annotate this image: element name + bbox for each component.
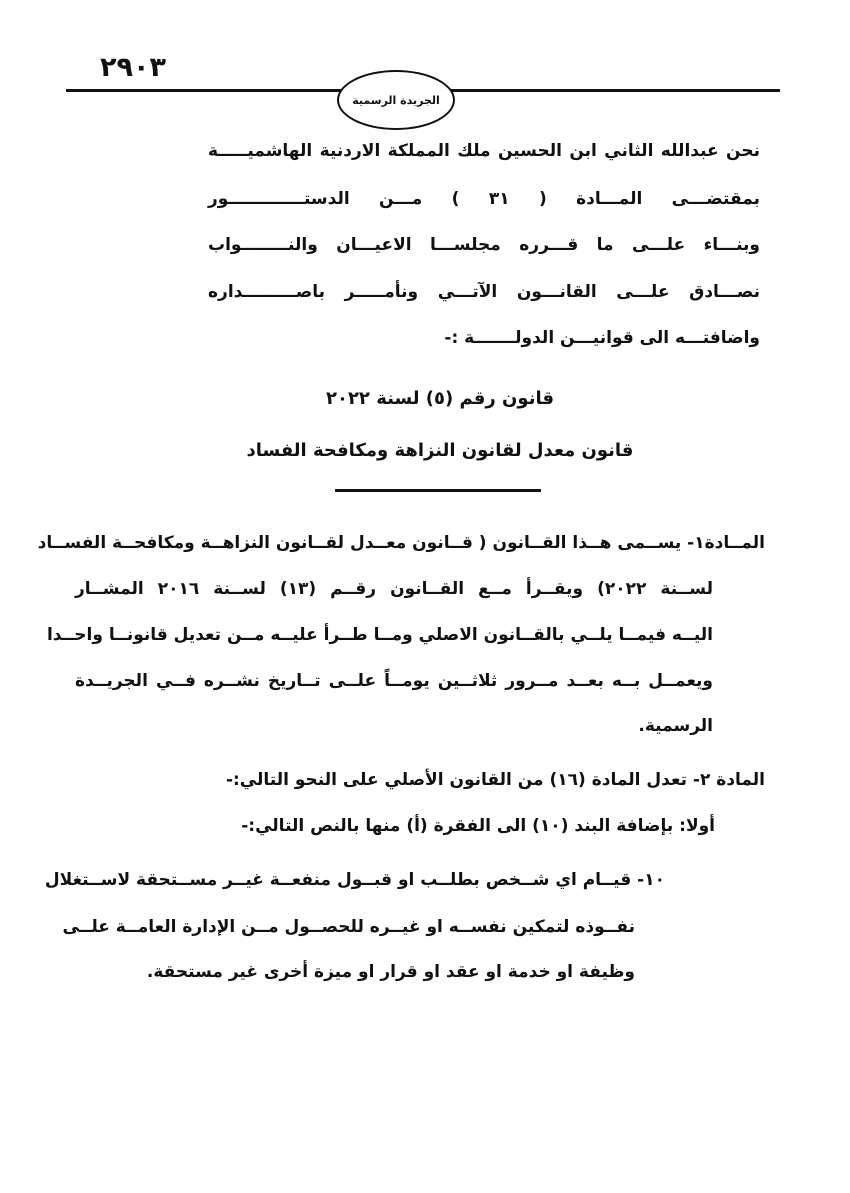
law-subtitle: قانون معدل لقانون النزاهة ومكافحة الفساد xyxy=(246,440,634,461)
clause10-line-1: ١٠- قيــام اي شــخص بطلــب او قبــول منفعــة غيــر مســتحقة لاســتغلال xyxy=(44,870,665,890)
title-divider xyxy=(335,489,541,492)
article1-line-2: لســنة ٢٠٢٢) ويقــرأ مــع القــانون رقــم (١٣) لســنة ٢٠١٦ المشــار xyxy=(75,579,713,599)
gazette-name-oval xyxy=(337,70,455,130)
article1-line-1: المــادة١- يســمى هــذا القــانون ( قــانون معــدل لقــانون النزاهــة ومكافحــة الفســاد xyxy=(37,533,765,553)
article2-heading: المادة ٢- تعدل المادة (١٦) من القانون الأصلي على النحو التالي:- xyxy=(225,770,765,790)
preamble-line-5: واضافتـــه الى قوانيـــن الدولـــــــة :- xyxy=(444,328,760,348)
preamble-line-3: وبنـــاء علـــى ما قـــرره مجلســـا الاعيـــان والنــــــــواب xyxy=(208,235,760,255)
gazette-name: الجريدة الرسمية xyxy=(352,93,440,107)
preamble-line-1: نحن عبدالله الثاني ابن الحسين ملك المملكة الاردنية الهاشميـــــة xyxy=(208,141,760,161)
preamble-line-4: نصـــادق علـــى القانـــون الآتـــي ونأمـــــر باصـــــــــداره xyxy=(208,282,760,302)
law-title: قانون رقم (٥) لسنة ٢٠٢٢ xyxy=(325,388,555,409)
article1-line-3: اليــه فيمــا يلــي بالقــانون الاصلي ومــا طــرأ عليــه مــن تعديل قانونــا واحــدا xyxy=(46,625,713,645)
clause10-line-3: وظيفة او خدمة او عقد او قرار او ميزة أخرى غير مستحقة. xyxy=(146,962,635,982)
preamble-line-2: بمقتضـــى المـــادة ( ٣١ ) مـــن الدستـــــــــــــور xyxy=(208,189,761,209)
article1-line-5: الرسمية. xyxy=(638,716,713,736)
article2-first: أولا: بإضافة البند (١٠) الى الفقرة (أ) منها بالنص التالي:- xyxy=(241,816,715,836)
page-number: ٢٩٠٣ xyxy=(100,52,166,83)
clause10-line-2: نفــوذه لتمكين نفســه او غيــره للحصــول مــن الإدارة العامــة علــى xyxy=(62,917,635,937)
article1-line-4: ويعمــل بــه بعــد مــرور ثلاثــين يومــاً علــى تــاريخ نشــره فــي الجريــدة xyxy=(75,671,713,691)
